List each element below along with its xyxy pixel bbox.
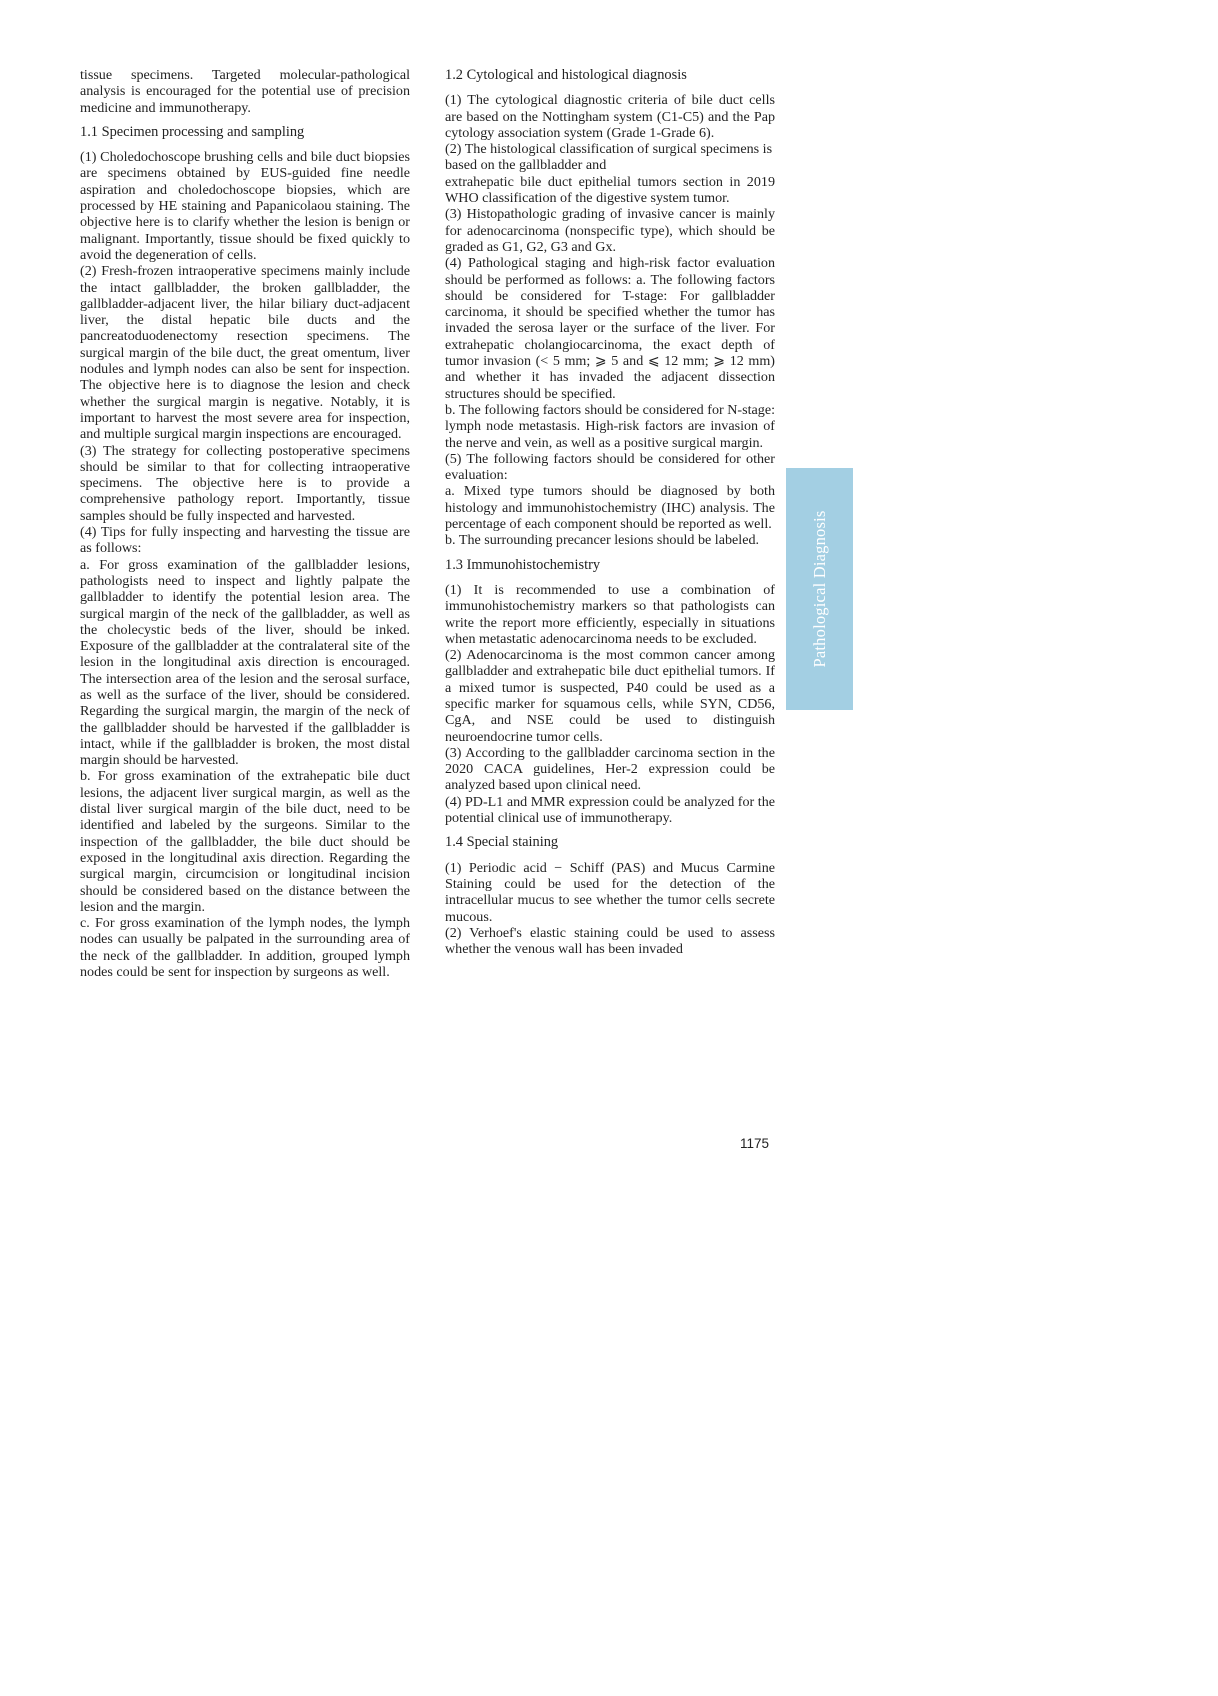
- paragraph: (2) Adenocarcinoma is the most common cancer among gallbladder and extrahepatic bile duct epithelial tumors. If a mixed tumor is suspected, P40 could be used as a specific marker for squamous cells, while SYN, CD56, CgA, and NSE could be used to distinguish neuroendocrine tumor cells.: [445, 647, 775, 745]
- paragraph: a. For gross examination of the gallbladder lesions, pathologists need to inspect and lightly palpate the gallbladder to identify the potential lesion area. The surgical margin of the neck of the gallbladder, as well as the cholecystic beds of the liver, should be inked. Exposure of the gallbladder at the contralateral site of the lesion in the longitudinal axis direction is encouraged. The intersection area of the lesion and the serosal surface, as well as the surface of the liver, should be considered. Regarding the surgical margin, the margin of the neck of the gallbladder should be harvested if the gallbladder is intact, while if the gallbladder is broken, the most distal margin should be harvested.: [80, 556, 410, 769]
- section-heading-1-4: 1.4 Special staining: [445, 834, 559, 851]
- side-tab-label: Pathological Diagnosis: [809, 510, 829, 668]
- paragraph: b. The surrounding precancer lesions should be labeled.: [445, 532, 760, 549]
- paragraph: (1) Periodic acid − Schiff (PAS) and Mucus Carmine Staining could be used for the detection of the intracellular mucus to see whether the tumor cells secrete mucous.: [445, 859, 775, 925]
- paragraph: c. For gross examination of the lymph nodes, the lymph nodes can usually be palpated in the surrounding area of the neck of the gallbladder. In addition, grouped lymph nodes could be sent for inspection by surgeons as well.: [80, 915, 410, 981]
- paragraph: (4) PD-L1 and MMR expression could be analyzed for the potential clinical use of immunotherapy.: [445, 793, 775, 827]
- paragraph: (1) Choledochoscope brushing cells and bile duct biopsies are specimens obtained by EUS-guided fine needle aspiration and choledochoscope biopsies, which are processed by HE staining and Papanicolaou staining. The objective here is to clarify whether the lesion is benign or malignant. Importantly, tissue should be fixed quickly to avoid the degeneration of cells.: [80, 149, 410, 263]
- paragraph: (2) Fresh-frozen intraoperative specimens mainly include the intact gallbladder, the broken gallbladder, the gallbladder-adjacent liver, the hilar biliary duct-adjacent liver, the distal hepatic bile ducts and the pancreatoduodenectomy resection specimens. The surgical margin of the bile duct, the great omentum, liver nodules and lymph nodes can also be sent for inspection. The objective here is to diagnose the lesion and check whether the surgical margin is negative. Notably, it is important to harvest the most severe area for inspection, and multiple surgical margin inspections are encouraged.: [80, 263, 410, 443]
- paragraph: b. For gross examination of the extrahepatic bile duct lesions, the adjacent liver surgical margin, as well as the distal liver surgical margin of the bile duct, need to be identified and labeled by the surgeons. Similar to the inspection of the gallbladder, the bile duct should be exposed in the longitudinal axis direction. Regarding the surgical margin, circumcision or longitudinal incision should be considered based on the distance between the lesion and the margin.: [80, 768, 410, 915]
- left-column: [80, 67, 410, 980]
- paragraph: (5) The following factors should be considered for other evaluation:: [445, 450, 775, 484]
- paragraph: (3) Histopathologic grading of invasive cancer is mainly for adenocarcinoma (nonspecific type), which should be graded as G1, G2, G3 and Gx.: [445, 206, 775, 255]
- paragraph: b. The following factors should be considered for N-stage: lymph node metastasis. High-risk factors are invasion of the nerve and vein, as well as a positive surgical margin.: [445, 401, 775, 451]
- paragraph: (3) According to the gallbladder carcinoma section in the 2020 CACA guidelines, Her-2 expression could be analyzed based upon clinical need.: [445, 744, 775, 794]
- intro-paragraph: tissue specimens. Targeted molecular-pathological analysis is encouraged for the potential use of precision medicine and immunotherapy.: [80, 67, 410, 116]
- paragraph: a. Mixed type tumors should be diagnosed by both histology and immunohistochemistry (IHC) analysis. The percentage of each component should be reported as well.: [445, 483, 775, 533]
- paragraph: (3) The strategy for collecting postoperative specimens should be similar to that for collecting intraoperative specimens. The objective here is to provide a comprehensive pathology report. Importantly, tissue samples should be fully inspected and harvested.: [80, 442, 410, 524]
- paragraph: (2) Verhoef's elastic staining could be used to assess whether the venous wall has been invaded: [445, 924, 775, 958]
- paragraph: (1) It is recommended to use a combination of immunohistochemistry markers so that pathologists can write the report more efficiently, especially in situations when metastatic adenocarcinoma needs to be excluded.: [445, 581, 775, 647]
- page-number: 1175: [740, 1136, 770, 1151]
- paragraph: extrahepatic bile duct epithelial tumors section in 2019 WHO classification of the digestive system tumor.: [445, 173, 775, 207]
- paragraph: (2) The histological classification of surgical specimens is based on the gallbladder and: [445, 141, 773, 174]
- right-column: [445, 67, 775, 957]
- section-heading-1-1: 1.1 Specimen processing and sampling: [80, 123, 305, 140]
- section-side-tab: [786, 468, 853, 710]
- paragraph: (4) Pathological staging and high-risk factor evaluation should be performed as follows: a. The following factors should be considered for T-stage: For gallbladder carcinoma, it should be specified whether the tumor has invaded the serosa layer or the surface of the liver. For extrahepatic cholangiocarcinoma, the exact depth of tumor invasion (< 5 mm; ⩾ 5 and ⩽ 12 mm; ⩾ 12 mm) and whether it has invaded the adjacent dissection structures should be specified.: [445, 255, 775, 402]
- section-heading-1-3: 1.3 Immunohistochemistry: [445, 556, 601, 573]
- paragraph: (4) Tips for fully inspecting and harvesting the tissue are as follows:: [80, 524, 410, 557]
- section-heading-1-2: 1.2 Cytological and histological diagnosis: [445, 67, 687, 83]
- paragraph: (1) The cytological diagnostic criteria of bile duct cells are based on the Nottingham system (C1-C5) and the Pap cytology association system (Grade 1-Grade 6).: [445, 92, 775, 141]
